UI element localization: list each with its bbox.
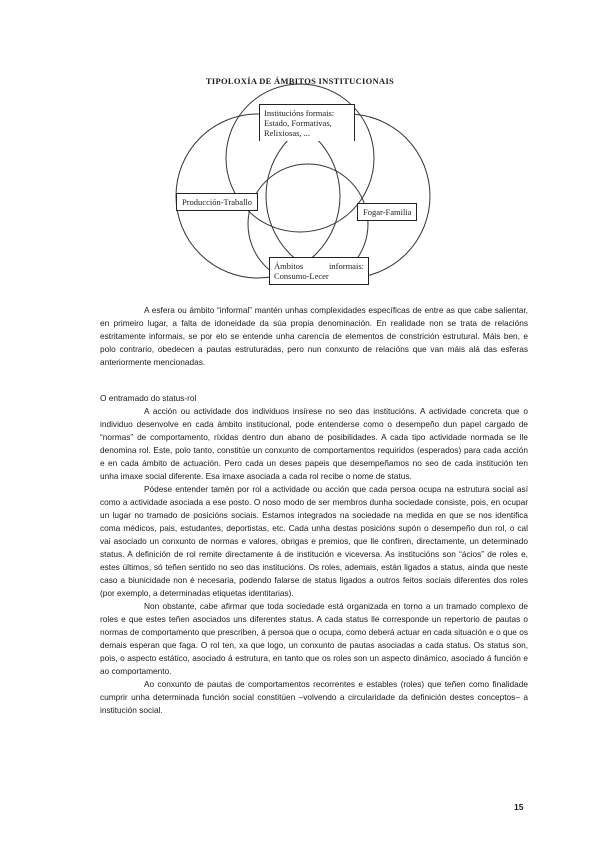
label-informal-areas: Ámbitos informais: Consumo-Lecer [269, 257, 369, 285]
label-formal-institutions: Institucións formais: Estado, Formativas, Relixiosas, ... [259, 104, 355, 141]
body-paragraph: Pódese entender tamén por rol a actividade ou acción que cada persoa ocupa na estrutura social así como a actividade asociada a ese posto. O noso modo de ser membros dunha sociedade consiste, pois, en ocupar un lugar no tramado de posicións sociais. Estamos integrados na sociedade na medida en que se nos identifica coma médicos, pais, estudantes, deportistas, etc. Cada unha destas posicións supón o desempeño dun rol, o cal vai asociado un conxunto de normas e valores, obrigas e premios, que lle confiren, directamente, un determinado status. A definición de rol remite directamente á de institución e viceversa. As institucións son “ácios” de roles e, estes últimos, só teñen sentido no seo das institucións. Os roles, ademais, están ligados a status, aínda que neste caso a biunicidade non é necesaria, podendo falarse de status ligados a outros feitos sociais diferentes dos roles (por exemplo, a determinadas etiquetas identitarias). [100, 484, 528, 598]
section-heading: O entramado do status-rol [100, 393, 197, 403]
body-paragraph: A acción ou actividade dos individuos insírese no seo das institucións. A actividade concreta que o individuo desenvolve en cada ámbito institucional, pode entenderse como o desempeño dun papel cargado de “normas” de comportamento, ríxidas dentro dun abano de posibilidades. A cada tipo actividade normada se lle denomina rol. Este, polo tanto, constitúe un conxunto de comportamentos requiridos (esperados) para cada acción e en cada ámbito de actuación. Pero cada un deses papeis que desempeñamos no seo de cada institución ten unha imaxe social diferente. Esa imaxe asociada a cada rol recibe o nome de status. [100, 406, 528, 481]
intro-paragraph: A esfera ou ámbito “informal” mantén unhas complexidades específicas de entre as que cabe salientar, en primeiro lugar, a falta de idoneidade da súa propia denominación. En realidade non se trata de relacións estritamente informais, se por elo se entende unha carencia de elementos de constrición estrutural. Máis ben, e polo contrario, obedecen a pautas estruturadas, pero nun conxunto de relacións que van máis alá das esferas anteriormente mencionadas. [100, 305, 528, 367]
venn-diagram [0, 0, 600, 300]
label-home-family: Fogar-Familia [357, 203, 417, 221]
label-production-work: Producción-Traballo [176, 193, 258, 211]
body-paragraph: Non obstante, cabe afirmar que toda sociedade está organizada en torno a un tramado complexo de roles e que estes teñen asociados uns diferentes status. A cada status lle corresponde un repertorio de pautas o normas de comportamento que prescriben, á persoa que o ocupa, como deberá actuar en cada situación e o que os demais esperan que faga. O rol ten, xa que logo, un conxunto de pautas asociadas a cada status. Os status son, pois, o aspecto estático, asociado á estrutura, en tanto que os roles son un aspecto dinámico, asociado á función e ao comportamento. [100, 601, 528, 676]
body-text [100, 405, 528, 717]
body-paragraph: Ao conxunto de pautas de comportamentos recorrentes e estables (roles) que teñen como finalidade cumprir unha determinada función social constitúen –volvendo a circularidade da definición destes conceptos– a institución social. [100, 679, 528, 715]
diagram-title: TIPOLOXÍA DE ÁMBITOS INSTITUCIONAIS [205, 76, 395, 86]
venn-circles [0, 0, 600, 300]
page-number: 15 [514, 802, 524, 812]
intro-text [100, 304, 528, 369]
